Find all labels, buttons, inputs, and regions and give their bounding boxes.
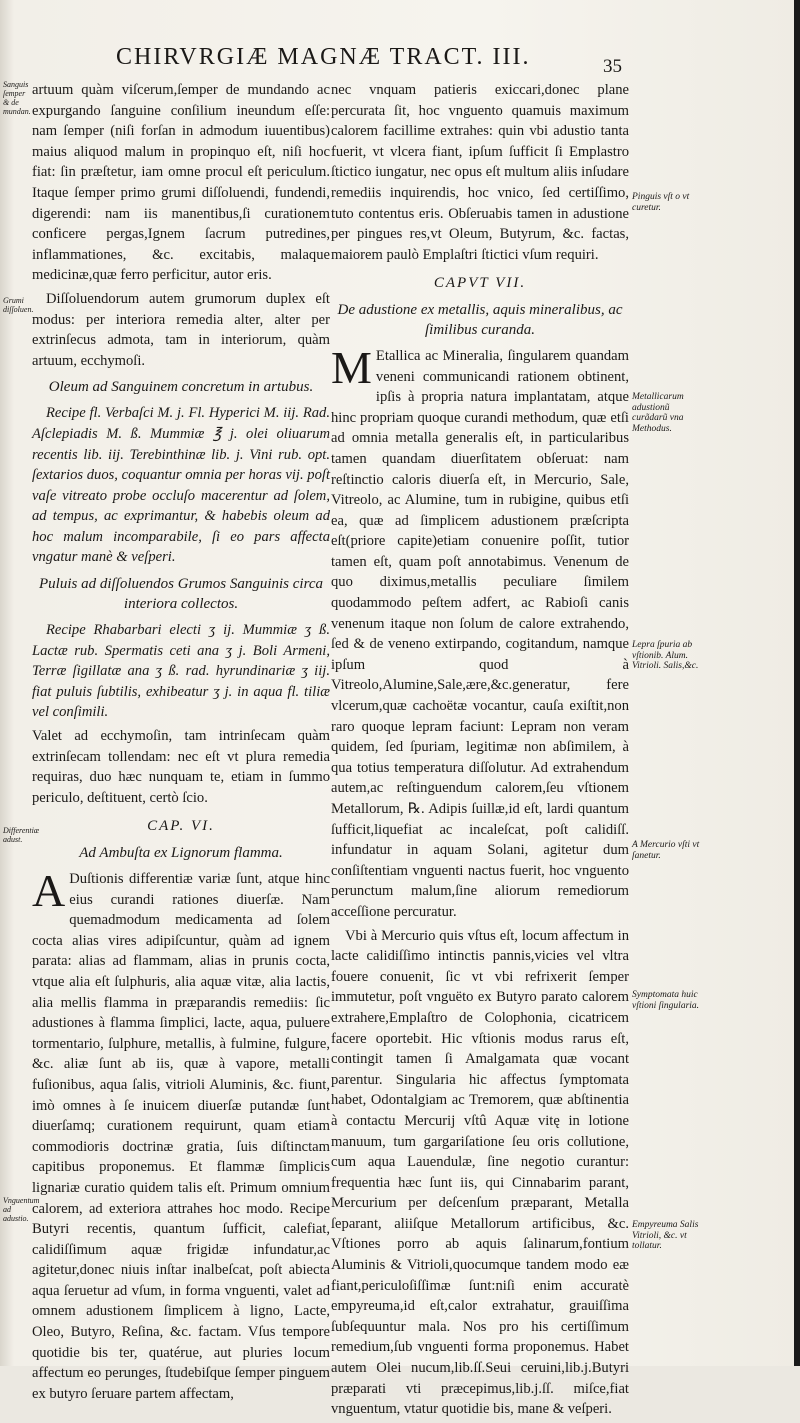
chapter-text — [32, 865, 330, 1404]
chapter-body: Duſtionis differentiæ variæ ſunt, atque hinc eius curandi rationes diuerſæ. Nam quemadmodum medicamenta ad ſolem cocta alias vires adipiſcuntur, quàm ad ignem parata: alias ad flammam, alias in prunis cocta, vtque alia eſt ſulphuris, alia aquæ vitæ, alia lactis, alia mellis flamma in præparandis remediis: ſic adustiones à flamma ſimplici, lacte, aqua, puluere tormentario, ſulphure, metallis, à fulmine, fulgure, &c. aliæ ſunt ab iis, quæ à vapore, metalli fuſionibus, aqua ſalis, vitrioli Aluminis, &c. fiunt, imò omnes à ſe inuicem diuerſæ putandæ ſunt diuerſamq; curationem requirunt, quam etiam commodioris doctrinæ gratia, ſuis diſtinctam capitibus proponemus. Et flammæ ſimplicis lignariæ curatio quidem talis eſt. Primum omnium calorem, ad exteriora attrahes hoc modo. Recipe Butyri recentis, quantum ſufficit, calefiat, calidiſſimum aquæ frigidæ infundatur,ac agitetur,donec niuis inſtar inalbeſcat, poſt abiecta aqua ſeruetur ad vſum, in forma vnguenti, valet ad omnem adustionem ſimplicem à ligno, Lacte, Oleo, Butyro, Reſina, &c. factam. Vſus tempore quotidie bis ter, quatérue, aut pluries locum affectum eo perunges, ſtudebiſque ſemper pinguem ex butyro ſeruare partem affectam, — [32, 871, 330, 1402]
page-number: 35 — [603, 56, 622, 77]
paragraph: Vbi à Mercurio quis vſtus eſt, locum affectum in lacte calidiſſimo intinctis pannis,vicies vel vltra fouere conuenit, ſic vt vbi refrixerit ſemper immutetur, poſt vnguëto ex Butyro parato calorem extrahere,Emplaſtro de Colophonia, cicatricem facere oportebit. Hic vſtionis modus rarus eſt, contingit tamen ſi Amalgamata quæ vocant parentur. Singularia hic affectus ſymptomata habet, Odontalgiam ac Tremorem, quæ abſtinentia à contactu Mercurij vſtû Aquæ vitę in lotione manuum, tum gargariſatione ſeu oris collutione, cum aqua Lauendulæ, ſine negotio curantur: frequentia hæc ſunt iis, qui Cinnabarim parant, Mercurium per deſcenſum præparant, Metalla ſeparant, aliiſque Metallorum artificibus, &c. Vſtiones porro ab aquis ſalinarum,fontium Aluminis & Vitrioli,quocumque tandem modo eæ fiant,periculoſiſſimæ ſunt:niſi enim accuratè empyreuma,id eſt,calor extrahatur, grauiſſima ſubſequuntur mala. Nos pro his certiſſimum remedium,ſub vnguenti forma proponemus. Habet autem Olei nucum,lib.ſſ.Seui ceruini,lib.j.Butyri præparati vti præcepimus,lib.j.ſſ. miſce,fiat vnguentum, vtatur quotidie bis, mane & veſperi. — [331, 927, 629, 1418]
chapter-subtitle: Ad Ambuſta ex Lignorum flamma. — [79, 845, 283, 861]
chapter-text — [331, 341, 629, 923]
chapter-title: CAP. VI. — [147, 818, 215, 835]
left-margin-note-1: Sanguis ſemper & de mundan. — [3, 80, 31, 116]
paragraph: Valet ad ecchymoſin, tam intrinſecam quàm extrinſecam tollendam: nec eſt vt plura remedia requiras, duo hæc nunquam te, etiam in ſummo periculo, deſtituent, certò ſcio. — [32, 728, 330, 806]
paragraph: nec vnquam patieris exiccari,donec plane percurata ſit, hoc vnguento quamuis maximum calorem facillime extrahes: quin vbi adustio tanta fuerit, vt vlcera fiant, ipſum ſufficit ſi Emplastro ſtictico iungatur, nec opus eſt multum aliis inſudare remediis inquirendis, hoc vnico, ſed certiſſimo, tuto contentus eris. Obſeruabis tamen in adustione per pingues res,vt Oleum, Butyrum, &c. factas, maiorem paulò Emplaſtri ſtictici vſum requiri. — [331, 82, 629, 263]
right-margin-note-5: Symptomata huic vſtioni ſingularia. — [632, 990, 700, 1011]
recipe-heading: Puluis ad diſſoluendos Grumos Sanguinis circa interiora collectos. — [38, 576, 324, 613]
chapter-subtitle: De adustione ex metallis, aquis mineralibus, ac ſimilibus curanda. — [337, 301, 623, 338]
right-margin-note-6: Empyreuma Salis Vitrioli, &c. vt tollatur. — [632, 1220, 699, 1251]
left-margin-note-3: Differentiæ adust. — [3, 826, 40, 844]
chapter-body: Etallica ac Mineralia, ſingularem quandam veneni communicandi rationem obtinent, ipſis à propria natura implantatam, atque hinc propriam quoque curandi methodum, quæ etſi ad omnia metalla generalis eſt, in particularibus tamen quandam diuerſitatem obſeruat: nam reſtinctio caloris diuerſa eſt, in Mercurio, Sale, Vitreolo, ac Alumine, tum in rubigine, quibus etſi ea, quæ ad ſimplicem adustionem præſcripta eſt(priore capite)etiam conuenire poſſit, tutior tamen eſt, quam poſt annotabimus. Venenum de quo diximus,metallis peculiare ſimilem quodammodo peſtem adfert, ac Rabioſi canis venenum itaque non ſolum de calore extrahendo, ſed & de veneno extirpando, cogitandum, namque ipſum quod à Vitreolo,Alumine,Sale,ære,&c.generatur, fere vlcerum,quæ cachoëtæ vocantur, cauſa exiſtit,non raro quoque lepram faciunt: Lepram non veram quidem, ſed ſpuriam, legitimæ non abſimilem, à qua totius temperatura diſſolutur. Ad extrahendum autem,ac reſtinguendum calorem,ſeu vſtionem Metallorum, ℞. Adipis ſuillæ,id eſt, lardi quantum ſufficit,liquefiat ac incaleſcat, poſt calidiſſ. infundatur in aquam Solani, agitetur dum conſiſtentiam vnguenti nactus fuerit, hoc vnguento perunctum malum,ſine aliorum remediorum acceſſione percuratur. — [331, 347, 629, 920]
left-margin-note-4: Vnguentum ad adustio. — [3, 1196, 40, 1223]
recipe-text: Recipe Rhabarbari electi ʒ ij. Mummiæ ʒ ß. Lactæ rub. Spermatis ceti ana ʒ j. Boli Armeni, Terræ ſigillatæ ana ʒ ß. rad. hyrundinariæ ʒ iij. fiat puluis ſubtilis, exhibeatur ʒ j. in aqua fl. tiliæ vel conſimili. — [32, 622, 330, 721]
right-margin-note-1: Pinguis vſt o vt curetur. — [632, 192, 690, 213]
page-edge-shadow — [794, 0, 800, 1366]
right-margin-note-3: Lepra ſpuria ab vſtionib. Alum. Vitrioli. Salis,&c. — [632, 640, 699, 671]
drop-cap: A — [32, 865, 66, 916]
paragraph: Diſſoluendorum autem grumorum duplex eſt modus: per interiora remedia alter, alter per extrinſecus admota, tam in interiorum, quàm artuum, ecchymoſi. — [32, 290, 330, 369]
recipe-heading: Oleum ad Sanguinem concretum in artubus. — [48, 379, 314, 396]
recipe-text: Recipe fl. Verbaſci M. j. Fl. Hyperici M. iij. Rad. Aſclepiadis M. ß. Mummiæ ℥ j. olei oliuarum recentis lib. iij. Terebinthinæ lib. j. Vini rub. opt. ſextarios duos, coquantur omnia per horas vij. poſt vaſe vitreato probe occluſo macerentur ad ſolem, ad tempus, ac exprimantur, & habebis oleum ad hoc malum incomparabile, ſi eo pars affecta vngatur manè & veſperi. — [32, 405, 330, 566]
right-margin-note-2: Metallicarum adustionũ curãdarũ vna Methodus. — [632, 392, 684, 434]
right-column — [331, 80, 629, 1423]
left-column — [32, 80, 330, 1407]
chapter-title: CAPVT VII. — [433, 275, 527, 292]
right-margin-note-4: A Mercurio vſti vt ſanetur. — [632, 840, 700, 861]
running-title: CHIRVRGIÆ MAGNÆ TRACT. III. — [116, 44, 531, 70]
left-margin-note-2: Grumi diſſoluen. — [3, 296, 34, 314]
paragraph: artuum quàm viſcerum,ſemper de mundando ac expurgando ſanguine conſilium ineundum eſſe: nam ſemper (niſi forſan in admodum iuuentibus) maius aliquod malum in propinquo eſt, niſi hoc fiat: ſin præſtetur, iam omne procul eſt periculum. Itaque ſemper primo grumi diſſoluendi, fundendi, digerendi: nam iis manentibus,ſi curationem conficere pergas,Ignem ſacrum putredines, inflammationes, &c. excitabis, malaque medicinæ,quæ ferro perficitur, autor eris. — [32, 82, 330, 284]
drop-cap: M — [331, 341, 372, 393]
